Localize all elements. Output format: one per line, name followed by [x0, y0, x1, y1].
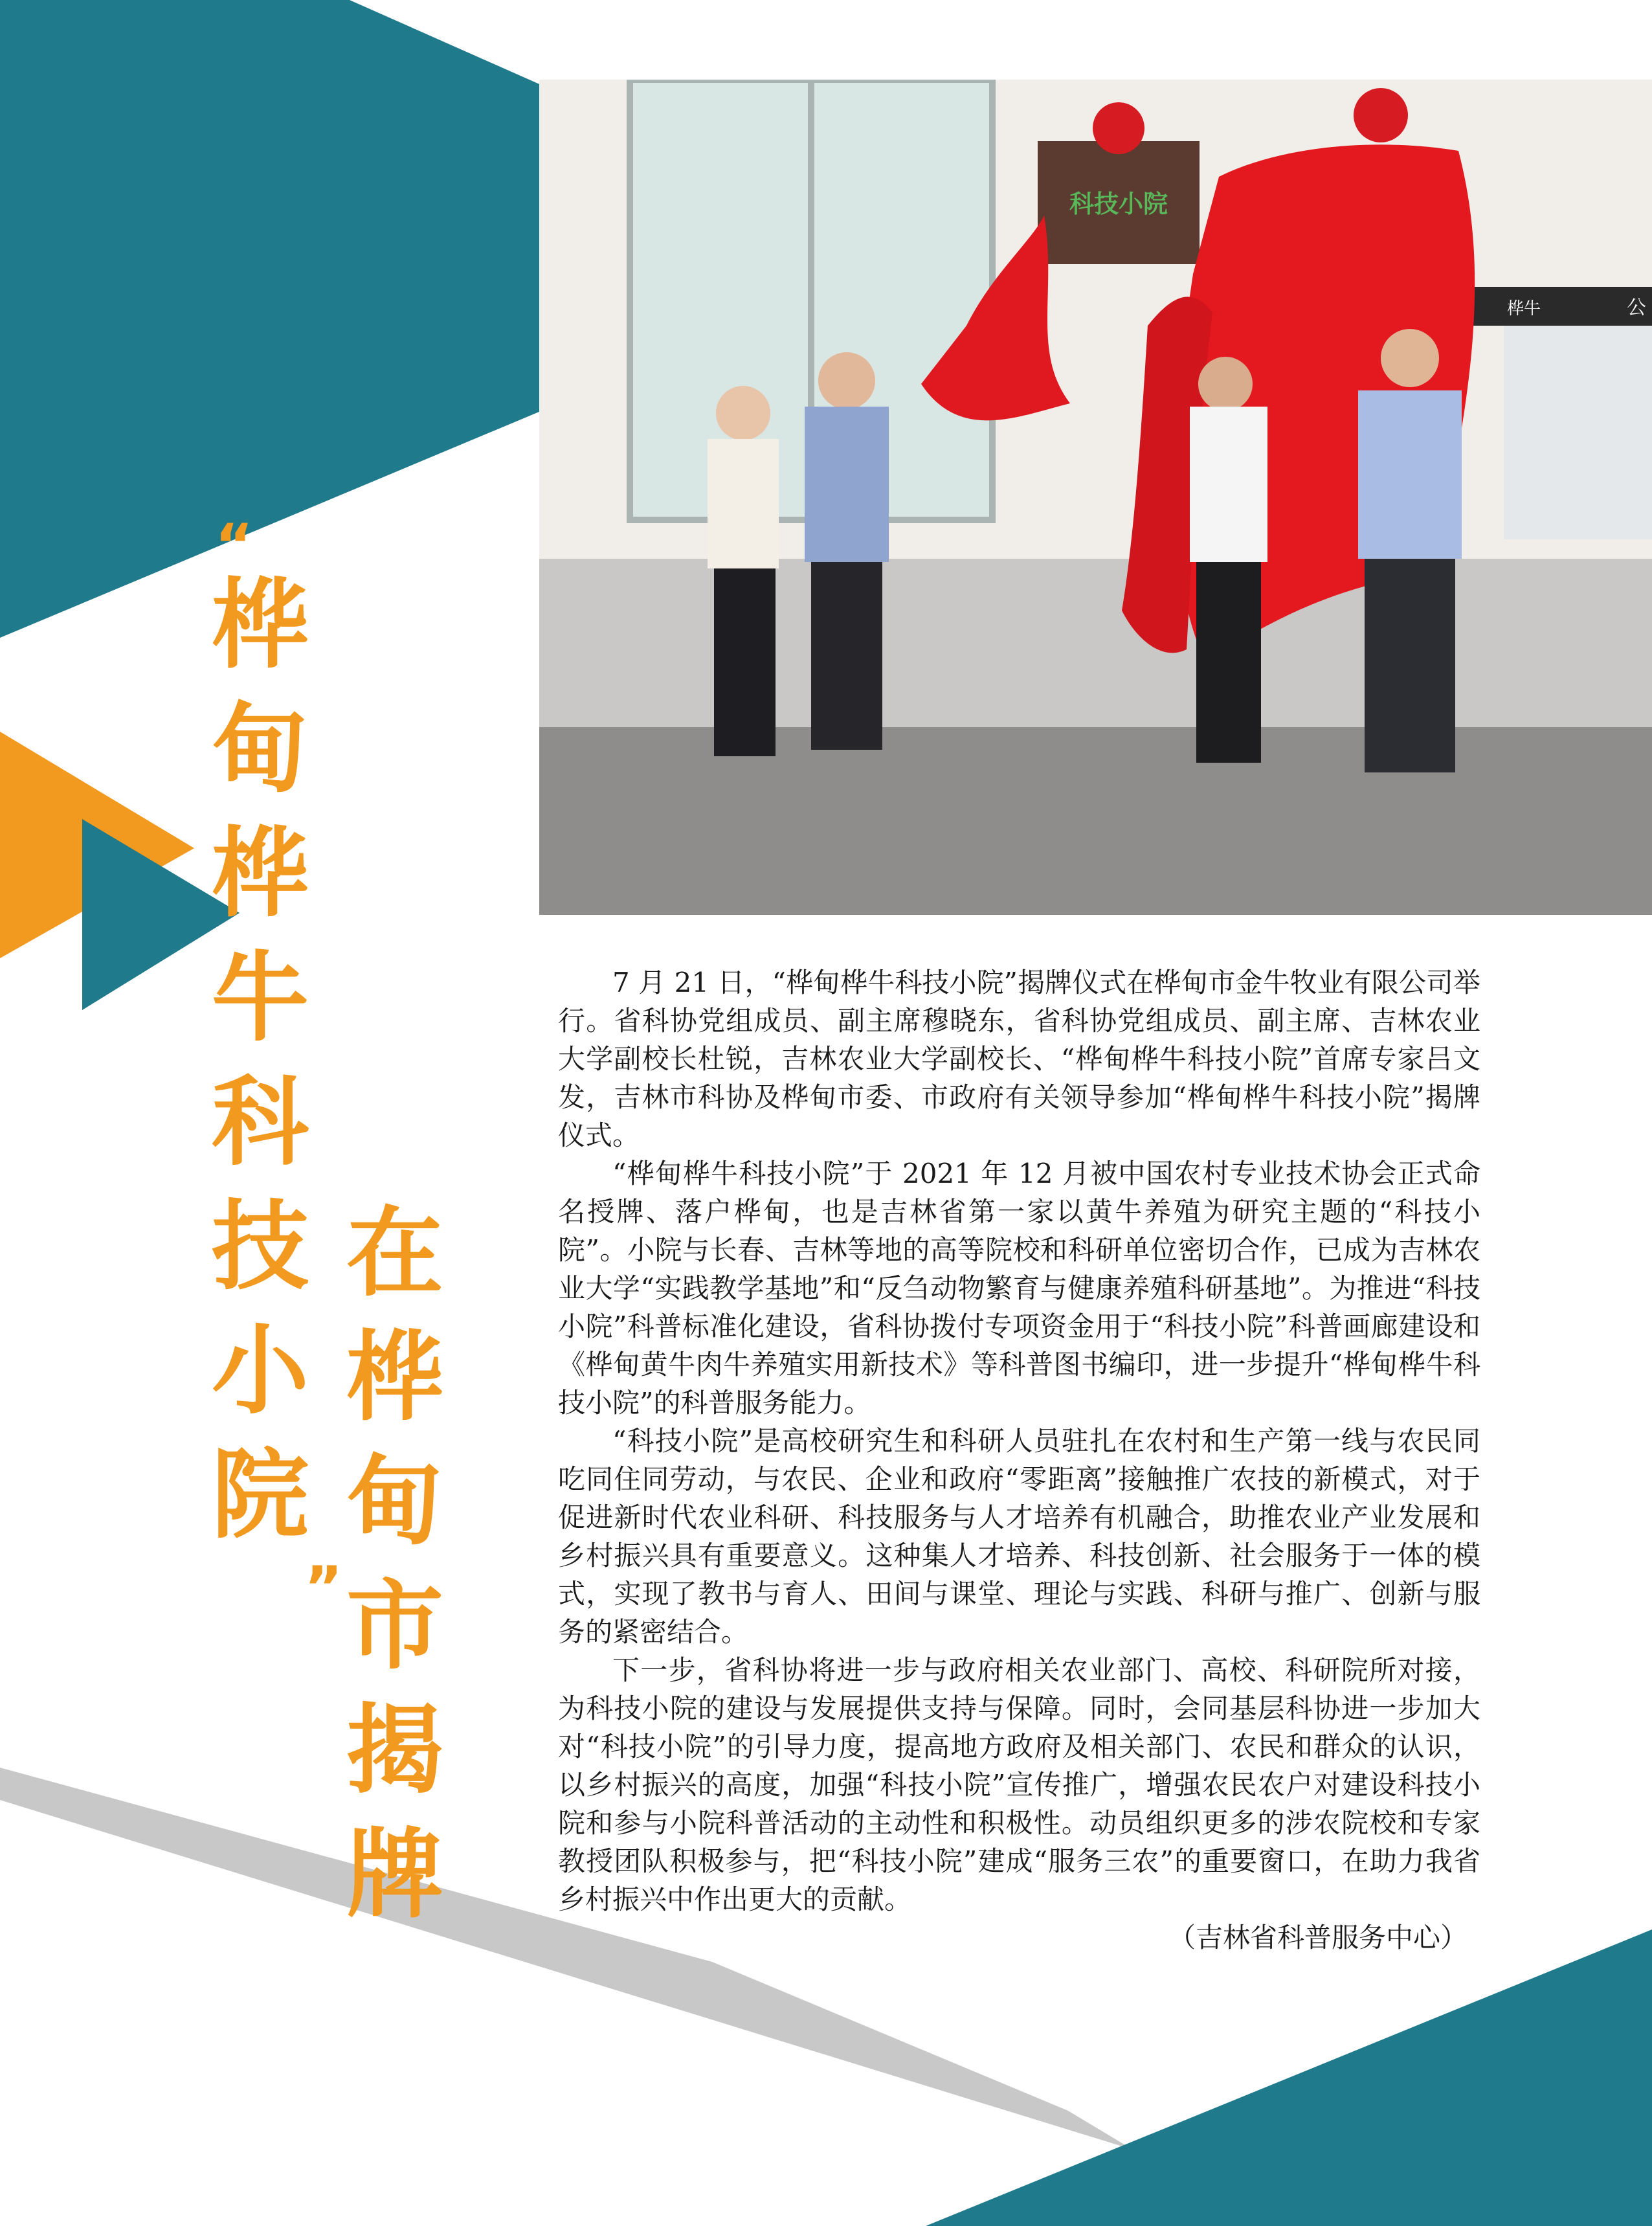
- title-char: 院: [211, 1439, 309, 1552]
- article-paragraph: 7 月 21 日，“桦甸桦牛科技小院”揭牌仪式在桦甸市金牛牧业有限公司举行。省科协党组成员、副主席穆晓东，省科协党组成员、副主席、吉林农业大学副校长杜锐，吉林农业大学副校长、“桦甸桦牛科技小院”首席专家吕文发，吉林市科协及桦甸市委、市政府有关领导参加“桦甸桦牛科技小院”揭牌仪式。: [558, 967, 1480, 1151]
- article-paragraph: “科技小院”是高校研究生和科研人员驻扎在农村和生产第一线与农民同吃同住同劳动，与农民、企业和政府“零距离”接触推广农技的新模式，对于促进新时代农业科研、科技服务与人才培养有机融合，助推农业产业发展和乡村振兴具有重要意义。这种集人才培养、科技创新、社会服务于一体的模式，实现了教书与育人、田间与课堂、理论与实践、科研与推广、创新与服务的紧密结合。: [558, 1425, 1480, 1648]
- title-column-2: [337, 1191, 453, 1937]
- company-sign-text2: 公: [1627, 297, 1646, 319]
- title-char: 甸: [346, 1446, 443, 1558]
- title-char: 桦: [211, 569, 309, 682]
- title-char: 科: [211, 1066, 309, 1179]
- person-1: [708, 386, 779, 756]
- title-char: 牌: [346, 1819, 443, 1931]
- title-char: 揭: [346, 1694, 443, 1807]
- teal-triangle-bottom: [926, 1929, 1652, 2226]
- article-paragraph: “桦甸桦牛科技小院”于 2021 年 12 月被中国农村专业技术协会正式命名授牌、落户桦甸，也是吉林省第一家以黄牛养殖为研究主题的“科技小院”。小院与长春、吉林等地的高等院校和科研单位密切合作，已成为吉林农业大学“实践教学基地”和“反刍动物繁育与健康养殖科研基地”。为推进“科技小院”科普标准化建设，省科协拨付专项资金用于“科技小院”科普画廊建设和《桦甸黄牛肉牛养殖实用新技术》等科普图书编印，进一步提升“桦甸桦牛科技小院”的科普服务能力。: [558, 1158, 1480, 1419]
- title-char: 小: [211, 1315, 309, 1428]
- title-char: 牛: [211, 942, 309, 1055]
- plaque-text: 科技小院: [1069, 190, 1168, 218]
- person-3: [1190, 357, 1267, 763]
- title-char: 甸: [211, 693, 309, 806]
- company-sign-text: 桦牛: [1507, 299, 1541, 319]
- title-close-quote: ”: [304, 1554, 343, 1622]
- title-char: 在: [346, 1197, 443, 1310]
- ceremony-photo: [539, 80, 1652, 915]
- title-column-1: [202, 563, 318, 1558]
- person-2: [805, 352, 889, 750]
- title-char: 桦: [211, 818, 309, 930]
- article-source: （吉林省科普服务中心）: [1168, 1922, 1468, 1953]
- title-open-quote: “: [215, 512, 254, 579]
- title-char: 桦: [346, 1321, 443, 1434]
- person-4: [1358, 329, 1462, 772]
- title-char: 市: [346, 1570, 443, 1683]
- title-char: 技: [211, 1191, 309, 1303]
- article-paragraph: 下一步，省科协将进一步与政府相关农业部门、高校、科研院所对接，为科技小院的建设与发展提供支持与保障。同时，会同基层科协进一步加大对“科技小院”的引导力度，提高地方政府及相关部门、农民和群众的认识，以乡村振兴的高度，加强“科技小院”宣传推广，增强农民农户对建设科技小院和参与小院科普活动的主动性和积极性。动员组织更多的涉农院校和专家教授团队积极参与，把“科技小院”建成“服务三农”的重要窗口，在助力我省乡村振兴中作出更大的贡献。: [558, 1654, 1480, 1915]
- article-body: [558, 963, 1480, 1957]
